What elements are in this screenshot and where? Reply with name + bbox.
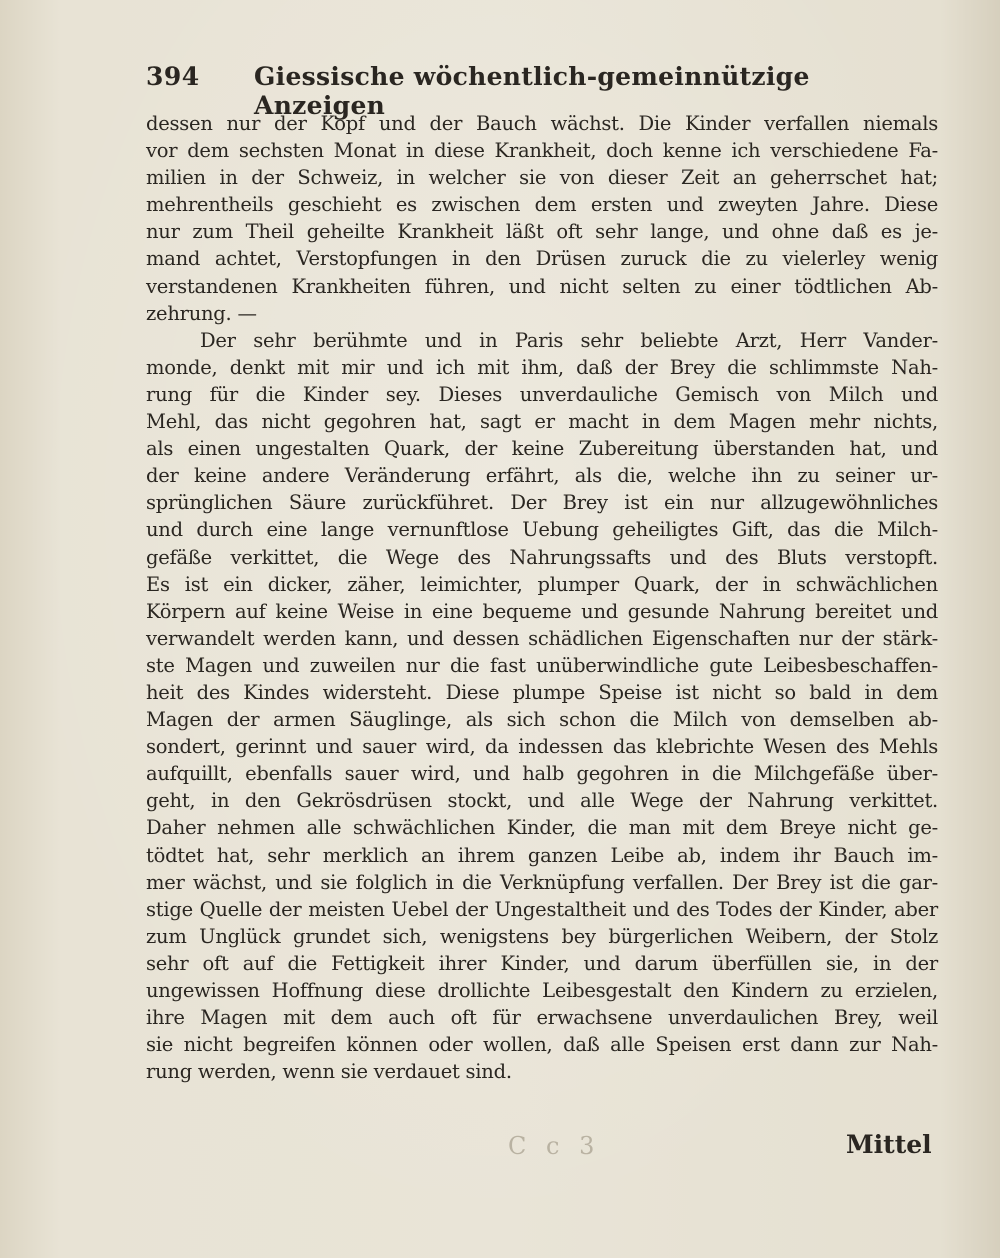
text-line: monde, denkt mit mir und ich mit ihm, daß der Brey die schlimmste Nah- xyxy=(146,355,938,379)
text-line: sie nicht begreifen können oder wollen, daß alle Speisen erst dann zur Nah- xyxy=(146,1033,938,1057)
text-line: Magen der armen Säuglinge, als sich schon die Milch von demselben ab- xyxy=(146,708,938,732)
catchword: Mittel xyxy=(846,1130,932,1159)
text-line: zehrung. — xyxy=(146,301,257,325)
text-line: mand achtet, Verstopfungen in den Drüsen zuruck die zu vielerley wenig xyxy=(146,247,938,271)
text-line: geht, in den Gekrösdrüsen stockt, und alle Wege der Nahrung verkittet. xyxy=(146,789,938,813)
text-line: sehr oft auf die Fettigkeit ihrer Kinder, und darum überfüllen sie, in der xyxy=(146,951,938,975)
text-line: ste Magen und zuweilen nur die fast unüberwindliche gute Leibesbeschaffen- xyxy=(146,653,938,677)
text-line: aufquillt, ebenfalls sauer wird, und halb gegohren in die Milchgefäße über- xyxy=(146,762,938,786)
text-line: mehrentheils geschieht es zwischen dem ersten und zweyten Jahre. Diese xyxy=(146,193,938,217)
text-line: und durch eine lange vernunftlose Uebung geheiligtes Gift, das die Milch- xyxy=(146,518,938,542)
text-line: rung werden, wenn sie verdauet sind. xyxy=(146,1060,512,1084)
text-line: stige Quelle der meisten Uebel der Ungestaltheit und des Todes der Kinder, aber xyxy=(146,897,938,921)
running-head: Giessische wöchentlich-gemeinnützige Anzeigen xyxy=(254,62,810,120)
text-line: nur zum Theil geheilte Krankheit läßt oft sehr lange, und ohne daß es je- xyxy=(146,220,938,244)
text-line: mer wächst, und sie folglich in die Verknüpfung verfallen. Der Brey ist die gar- xyxy=(146,870,938,894)
text-line: Daher nehmen alle schwächlichen Kinder, die man mit dem Breye nicht ge- xyxy=(146,816,938,840)
text-line: der keine andere Veränderung erfährt, als die, welche ihn zu seiner ur- xyxy=(146,464,938,488)
text-line: vor dem sechsten Monat in diese Krankheit, doch kenne ich verschiedene Fa- xyxy=(146,139,938,163)
body-text xyxy=(146,110,938,1085)
text-line: Es ist ein dicker, zäher, leimichter, plumper Quark, der in schwächlichen xyxy=(146,572,938,596)
text-line: zum Unglück grundet sich, wenigstens bey bürgerlichen Weibern, der Stolz xyxy=(146,924,938,948)
text-line: gefäße verkittet, die Wege des Nahrungssafts und des Bluts verstopft. xyxy=(146,545,938,569)
text-line: dessen nur der Kopf und der Bauch wächst. Die Kinder verfallen niemals xyxy=(146,112,938,135)
text-line: tödtet hat, sehr merklich an ihrem ganzen Leibe ab, indem ihr Bauch im- xyxy=(146,843,938,867)
text-line: Mehl, das nicht gegohren hat, sagt er macht in dem Magen mehr nichts, xyxy=(146,410,938,434)
text-line: verstandenen Krankheiten führen, und nicht selten zu einer tödtlichen Ab- xyxy=(146,274,938,298)
text-line: heit des Kindes widersteht. Diese plumpe Speise ist nicht so bald in dem xyxy=(146,680,938,704)
paragraph-start-line: Der sehr berühmte und in Paris sehr beliebte Arzt, Herr Vander- xyxy=(200,328,938,352)
text-line: ihre Magen mit dem auch oft für erwachsene unverdaulichen Brey, weil xyxy=(146,1006,938,1030)
text-line: als einen ungestalten Quark, der keine Zubereitung überstanden hat, und xyxy=(146,437,938,461)
page-header xyxy=(146,62,946,120)
page-number: 394 xyxy=(146,62,200,91)
text-line: ungewissen Hoffnung diese drollichte Leibesgestalt den Kindern zu erzielen, xyxy=(146,979,938,1002)
text-line: rung für die Kinder sey. Dieses unverdauliche Gemisch von Milch und xyxy=(146,382,938,406)
signature-mark: C c 3 xyxy=(508,1132,601,1160)
text-line: Körpern auf keine Weise in eine bequeme und gesunde Nahrung bereitet und xyxy=(146,599,938,623)
text-line: sprünglichen Säure zurückführet. Der Brey ist ein nur allzugewöhnliches xyxy=(146,491,938,515)
text-line: verwandelt werden kann, und dessen schädlichen Eigenschaften nur der stärk- xyxy=(146,626,938,650)
text-line: sondert, gerinnt und sauer wird, da indessen das klebrichte Wesen des Mehls xyxy=(146,735,938,759)
text-line: milien in der Schweiz, in welcher sie von dieser Zeit an geherrschet hat; xyxy=(146,166,938,190)
